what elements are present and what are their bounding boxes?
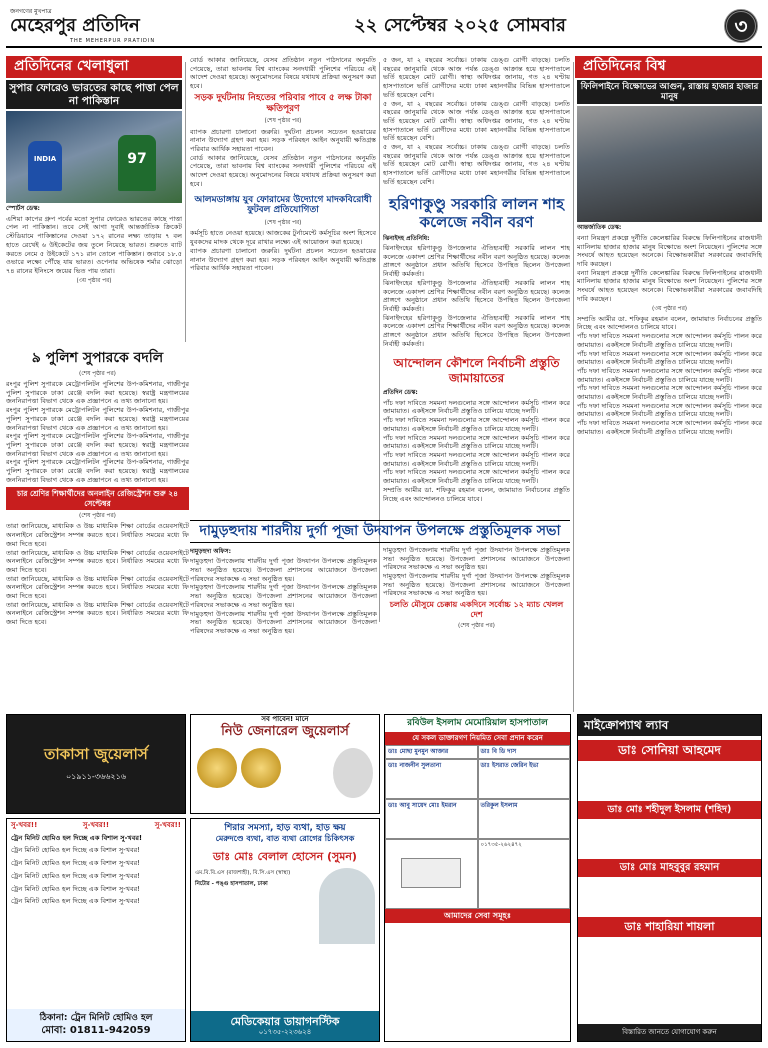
doctor-photo xyxy=(319,868,375,944)
hospital-doctor-3: ডাঃ নাজনীন সুলতানা xyxy=(385,759,478,799)
hospital-doctor-2: ডাঃ বি ডি দাস xyxy=(478,745,571,759)
college-headline[interactable]: হরিণাকুণ্ডু সরকারি লালন শাহ কলেজে নবীন বরণ xyxy=(388,194,565,231)
owner-photo xyxy=(333,748,373,798)
doctor-hospital: নিটোর - পঙ্গু হাসপাতাল, ঢাকা xyxy=(195,880,268,887)
jamaat-body-b: পাঁচ দফা দাবিতে সমমনা দলগুলোর সঙ্গে আন্দোলন কর্মসূচি পালন করে জামায়াত। একইসঙ্গে নির্বাচনী প্রস্তুতিও চালিয়ে যাচ্ছে দলটি। xyxy=(383,416,570,433)
hospital-doctor-5: ডাঃ আবু সায়েদ মোঃ ইমরান xyxy=(385,799,478,839)
homeo-body-f: ট্রেন মিনিট হোমিও হল দিচ্ছে এক বিশাল সু-খবর! xyxy=(11,897,140,906)
hospital-title: রবিউল ইসলাম মেমোরিয়াল হাসপাতাল xyxy=(407,718,548,728)
doctor-sub: মেরুদণ্ডে ব্যথা, বাত ব্যথা রোগের চিকিৎসক xyxy=(215,834,355,844)
world-body: বন্যা নিয়ন্ত্রণ প্রকল্পে দুর্নীতি কেলেঙ্কারির বিরুদ্ধে ফিলিপাইনের রাজধানী ম্যানিলায় হাজার হাজার মানুষ বিক্ষোভে অংশ নিয়েছেন। পুলিশের সঙ্গে সংঘর্ষে আহত হয়েছেন অনেকে। বিক্ষোভকারীরা সরকারের জবাবদিহি দাবি করছেন। xyxy=(577,233,762,268)
lab-doctor-2: ডাঃ মোঃ শহীদুল ইসলাম (শহিদ) xyxy=(578,801,761,819)
lab-doctor-1: ডাঃ সোনিয়া আহমেদ xyxy=(578,740,761,761)
doctor-name: ডাঃ মোঃ বেলাল হোসেন (সুমন) xyxy=(213,850,357,864)
takasa-jewellers-ad[interactable] xyxy=(6,714,186,814)
match-headline[interactable]: চলতি মৌসুমে চেক্কায় একদিনে সর্বোচ্চ ১২ ম্যাচ খেলল দেশ xyxy=(389,600,564,619)
jamaat-body-c: পাঁচ দফা দাবিতে সমমনা দলগুলোর সঙ্গে আন্দোলন কর্মসূচি পালন করে জামায়াত। একইসঙ্গে নির্বাচনী প্রস্তুতিও চালিয়ে যাচ্ছে দলটি। xyxy=(383,433,570,451)
column-divider xyxy=(185,62,186,342)
police-body: রংপুর পুলিশ সুপারকে মেট্রোপলিটন পুলিশের উপ-কমিশনার, গাজীপুর পুলিশ সুপারকে ঢাকা রেঞ্জে বদলি করা হয়েছে। স্বরাষ্ট্র মন্ত্রণালয়ের জননিরাপত্তা বিভাগ থেকে এক প্রজ্ঞাপনে এ তথ্য জানানো হয়। xyxy=(6,380,189,406)
masthead-logo xyxy=(6,8,196,44)
homeo-top-3: সু-খবর!! xyxy=(154,821,181,829)
doctor-belal-ad[interactable] xyxy=(190,818,380,1042)
sports-section-band: প্রতিদিনের খেলাধুলা xyxy=(6,56,182,78)
education-body-c: তারা জানিয়েছে, মাধ্যমিক ও উচ্চ মাধ্যমিক শিক্ষা বোর্ডের ওয়েবসাইটে অনলাইনে রেজিস্ট্রেশন সম্পন্ন করতে হবে। নির্ধারিত সময়ের মধ্যে ফি জমা দিতে হবে। xyxy=(6,574,189,601)
hospital-sub: যে সকল ডাক্তারগণ নিয়মিত সেবা প্রদান করেন xyxy=(385,732,570,745)
doctor-quals: এম.বি.বি.এস (রাজশাহী), বি.সি.এস (স্বাস্থ্য) xyxy=(195,870,291,876)
world-body-f: পাঁচ দফা দাবিতে সমমনা দলগুলোর সঙ্গে আন্দোলন কর্মসূচি পালন করে জামায়াত। একইসঙ্গে নির্বাচনী প্রস্তুতিও চালিয়ে যাচ্ছে দলটি। xyxy=(577,366,762,384)
hospital-doctor-4: ডাঃ ইসরাত জেরিন ইভা xyxy=(478,759,571,799)
col3-body-c: ৫ জন, যা ২ বছরের সর্বোচ্চ। ঢাকায় ডেঙ্গু রোগী বাড়ছে। চলতি বছরের জানুয়ারি থেকে আজ পর্যন্ত ডেঙ্গু আক্রান্ত হয়ে হাসপাতালে ভর্তি হয়েছেন মোট রোগী। স্বাস্থ্য অধিদপ্তর জানায়, গত ২৪ ঘণ্টায় হাসপাতালে ভর্তি রোগীদের মধ্যে ঢাকা মহানগরীর বিভিন্ন হাসপাতালে ভর্তি হয়েছেন বেশি। xyxy=(383,143,570,186)
lab-doctor-3: ডাঃ মোঃ মাহবুবুর রহমান xyxy=(578,859,761,878)
doctor-phone: ০১৭৩৫-২২৩৬২৪ xyxy=(258,1028,312,1037)
col2-body3: কর্মসূচি হাতে নেওয়া হয়েছে। আজকের টুর্নামেন্টে কর্মসূচির অংশ হিসেবে যুবকদের মাদক থেকে দূরে রাখার লক্ষ্যে এই আয়োজন করা হয়েছে। xyxy=(190,229,376,247)
cricket-photo xyxy=(6,111,182,203)
new-general-jewellers-ad[interactable] xyxy=(190,714,380,814)
doctor-footer: মেডিকেয়ার ডায়াগনস্টিক xyxy=(230,1014,340,1028)
college-body-c: ঝিনাইদহের হরিণাকুণ্ডু উপজেলার ঐতিহ্যবাহী সরকারি লালন শাহ কলেজে একাদশ শ্রেণির শিক্ষার্থীদের নবীন বরণ অনুষ্ঠিত হয়েছে। কলেজ প্রাঙ্গণে অনুষ্ঠানে প্রধান অতিথি হিসেবে উপস্থিত ছিলেন উপজেলা নির্বাহী কর্মকর্তা। xyxy=(383,313,570,348)
puja-body-d: দামুড়হুদা উপজেলায় শারদীয় দুর্গা পূজা উদযাপন উপলক্ষে প্রস্তুতিমূলক সভা অনুষ্ঠিত হয়েছে। উপজেলা প্রশাসনের আয়োজনে উপজেলা পরিষদের সভাকক্ষে এ সভা অনুষ্ঠিত হয়। xyxy=(383,545,570,572)
lab-doctor-1-quals xyxy=(578,761,761,801)
robiul-islam-hospital-ad[interactable] xyxy=(384,714,571,1042)
education-headline[interactable]: চার শ্রেণির শিক্ষার্থীদের অনলাইন রেজিস্ট্রেশন শুরু ২৪ সেপ্টেম্বর xyxy=(6,487,189,510)
police-body-b: রংপুর পুলিশ সুপারকে মেট্রোপলিটন পুলিশের উপ-কমিশনার, গাজীপুর পুলিশ সুপারকে ঢাকা রেঞ্জে বদলি করা হয়েছে। স্বরাষ্ট্র মন্ত্রণালয়ের জননিরাপত্তা বিভাগ থেকে এক প্রজ্ঞাপনে এ তথ্য জানানো হয়। xyxy=(6,406,189,432)
sports-body: এশিয়া কাপের গ্রুপ পর্বের মতো সুপার ফোরেও ভারতের কাছে পাত্তা পেল না পাকিস্তান। তবে সেই আগা দুবাই আন্তর্জাতিক ক্রিকেট স্টেডিয়ামে পাকিস্তানের দেওয়া ১৭২ রানের লক্ষ্য তাড়ায় ৭ বল হাতে রেখেই ৬ উইকেটের জয় তুলে নিয়েছে ভারত। শুরুতে ব্যাট করতে নেমে ৫ উইকেটে ১৭১ রান তোলে পাকিস্তান। জবাবে ১৮.৫ ওভারে লক্ষ্যে পৌঁছে যায় ভারত। ওপেনার অভিষেক শর্মার ঝোড়ো ৭৪ রানের ইনিংসে জয়ের ভিত পায় তারা। xyxy=(6,214,182,275)
issue-date: ২২ সেপ্টেম্বর ২০২৫ সোমবার xyxy=(354,14,566,36)
lab-doctor-4: ডাঃ শাহারিয়া শায়লা xyxy=(578,917,761,937)
world-headline[interactable]: ফিলিপাইনে বিক্ষোভের আগুন, রাস্তায় হাজার হাজার মানুষ xyxy=(577,80,762,104)
puja-headline[interactable]: দামুড়হুদায় শারদীয় দুর্গা পূজা উদযাপন উপলক্ষে প্রস্তুতিমূলক সভা xyxy=(190,520,570,543)
world-body-c: সম্প্রতি আমীর ডা. শফিকুর রহমান বলেন, জামায়াত নির্বাচনের প্রস্তুতি নিচ্ছে এবং আন্দোলনও চালিয়ে যাবে। xyxy=(577,314,762,332)
jewel1-phone: ০১৯১১-৩৬৬২১৬ xyxy=(65,771,127,781)
puja-article xyxy=(190,520,570,710)
jamaat-body-e: পাঁচ দফা দাবিতে সমমনা দলগুলোর সঙ্গে আন্দোলন কর্মসূচি পালন করে জামায়াত। একইসঙ্গে নির্বাচনী প্রস্তুতিও চালিয়ে যাচ্ছে দলটি। xyxy=(383,468,570,486)
homeo-phone: মোবা: 01811-942059 xyxy=(41,1024,151,1036)
world-body-b: বন্যা নিয়ন্ত্রণ প্রকল্পে দুর্নীতি কেলেঙ্কারির বিরুদ্ধে ফিলিপাইনের রাজধানী ম্যানিলায় হাজার হাজার মানুষ বিক্ষোভে অংশ নিয়েছেন। পুলিশের সঙ্গে সংঘর্ষে আহত হয়েছেন অনেকে। বিক্ষোভকারীরা সরকারের জবাবদিহি দাবি করছেন। xyxy=(577,268,762,303)
road-accident-headline[interactable]: সড়ক দুর্ঘটনায় নিহতের পরিবার পাবে ৫ লক্ষ টাকা ক্ষতিপূরণ xyxy=(194,92,372,114)
col2-body2: ব্যাপক প্রচারণা চালানো জরুরি। দুর্ঘটনা প্রচলন সচেতন হওয়ায়ের নানান উদ্যোগ গ্রহণ করা হয়। সড়ক পরিবহন আইন অনুযায়ী ক্ষতিগ্রস্ত পরিবার আর্থিক সহায়তা পাবেন। xyxy=(190,127,376,154)
col2-body2b: বোর্ড আকার জানিয়েছে, যেসব প্রতিষ্ঠান নতুন পাঠদানের অনুমতি পেয়েছে, তারা ভাবনায় বিশ্ব ব্যাংকের সনদধারী পুলিশের পরিচয়ে এই আদেশ দেওয়া হয়েছে। অনুমোদনের বিষয়ে যথাযথ প্রক্রিয়া অনুসরণ করা হবে। xyxy=(190,153,376,188)
world-body-i: পাঁচ দফা দাবিতে সমমনা দলগুলোর সঙ্গে আন্দোলন কর্মসূচি পালন করে জামায়াত। একইসঙ্গে নির্বাচনী প্রস্তুতিও চালিয়ে যাচ্ছে দলটি। xyxy=(577,419,762,436)
jewel2-title: নিউ জেনারেল জুয়েলার্স xyxy=(221,723,349,739)
jamaat-body-d: পাঁচ দফা দাবিতে সমমনা দলগুলোর সঙ্গে আন্দোলন কর্মসূচি পালন করে জামায়াত। একইসঙ্গে নির্বাচনী প্রস্তুতিও চালিয়ে যাচ্ছে দলটি। xyxy=(383,450,570,468)
police-continued: (শেষ পৃষ্ঠার পর) xyxy=(79,370,116,377)
jersey-number: 97 xyxy=(127,151,147,168)
newspaper-name: মেহেরপুর প্রতিদিন xyxy=(10,15,140,37)
column-divider xyxy=(573,62,574,712)
education-body-d: তারা জানিয়েছে, মাধ্যমিক ও উচ্চ মাধ্যমিক শিক্ষা বোর্ডের ওয়েবসাইটে অনলাইনে রেজিস্ট্রেশন সম্পন্ন করতে হবে। নির্ধারিত সময়ের মধ্যে ফি জমা দিতে হবে। xyxy=(6,600,189,627)
gold-bangle-icon xyxy=(241,748,281,788)
college-byline: ঝিনাইদহ প্রতিনিধি: xyxy=(383,234,430,242)
col3-body-b: ৫ জন, যা ২ বছরের সর্বোচ্চ। ঢাকায় ডেঙ্গু রোগী বাড়ছে। চলতি বছরের জানুয়ারি থেকে আজ পর্যন্ত ডেঙ্গু আক্রান্ত হয়ে হাসপাতালে ভর্তি হয়েছেন মোট রোগী। স্বাস্থ্য অধিদপ্তর জানায়, গত ২৪ ঘণ্টায় হাসপাতালে ভর্তি রোগীদের মধ্যে ঢাকা মহানগরীর বিভিন্ন হাসপাতালে ভর্তি হয়েছেন বেশি। xyxy=(383,99,570,143)
college-body-b: ঝিনাইদহের হরিণাকুণ্ডু উপজেলার ঐতিহ্যবাহী সরকারি লালন শাহ কলেজে একাদশ শ্রেণির শিক্ষার্থীদের নবীন বরণ অনুষ্ঠিত হয়েছে। কলেজ প্রাঙ্গণে অনুষ্ঠানে প্রধান অতিথি হিসেবে উপস্থিত ছিলেন উপজেলা নির্বাহী কর্মকর্তা। xyxy=(383,278,570,313)
education-body: তারা জানিয়েছে, মাধ্যমিক ও উচ্চ মাধ্যমিক শিক্ষা বোর্ডের ওয়েবসাইটে অনলাইনে রেজিস্ট্রেশন সম্পন্ন করতে হবে। নির্ধারিত সময়ের মধ্যে ফি জমা দিতে হবে। xyxy=(6,522,189,548)
col2-body1: বোর্ড আকার জানিয়েছে, যেসব প্রতিষ্ঠান নতুন পাঠদানের অনুমতি পেয়েছে, তারা ভাবনায় বিশ্ব ব্যাংকের সনদধারী পুলিশের পরিচয়ে এই আদেশ দেওয়া হয়েছে। অনুমোদনের বিষয়ে যথাযথ প্রক্রিয়া অনুসরণ করা হবে। xyxy=(190,56,376,91)
sports-continued: (৩য় পৃষ্ঠার পর) xyxy=(76,277,112,284)
hospital-doctor-1: ডাঃ মোছা মুনমুন আক্তার xyxy=(385,745,478,759)
homeo-address: ঠিকানা: ট্রেন মিনিট হোমিও হল xyxy=(39,1013,153,1024)
world-body-d: পাঁচ দফা দাবিতে সমমনা দলগুলোর সঙ্গে আন্দোলন কর্মসূচি পালন করে জামায়াত। একইসঙ্গে নির্বাচনী প্রস্তুতিও চালিয়ে যাচ্ছে দলটি। xyxy=(577,332,762,349)
lab-title: মাইক্রোপ্যাথ ল্যাব xyxy=(578,715,761,736)
world-continued: (৩য় পৃষ্ঠার পর) xyxy=(651,305,688,312)
lab-footer: বিস্তারিত জানতে যোগাযোগ করুন xyxy=(578,1024,761,1041)
homeo-hall-ad[interactable] xyxy=(6,818,186,1042)
world-article xyxy=(577,80,762,710)
world-byline: আন্তর্জাতিক ডেস্ক: xyxy=(577,224,622,232)
homeo-body-d: ট্রেন মিনিট হোমিও হল দিচ্ছে এক বিশাল সু-খবর! xyxy=(11,871,140,880)
hospital-info-cell: ০১৭৩৫-২৬২৪৭২ xyxy=(478,839,571,909)
jersey-india-text: INDIA xyxy=(33,155,57,164)
puja-body-e: দামুড়হুদা উপজেলায় শারদীয় দুর্গা পূজা উদযাপন উপলক্ষে প্রস্তুতিমূলক সভা অনুষ্ঠিত হয়েছে। উপজেলা প্রশাসনের আয়োজনে উপজেলা পরিষদের সভাকক্ষে এ সভা অনুষ্ঠিত হয়। xyxy=(383,571,570,598)
puja-body-c: দামুড়হুদা উপজেলায় শারদীয় দুর্গা পূজা উদযাপন উপলক্ষে প্রস্তুতিমূলক সভা অনুষ্ঠিত হয়েছে। উপজেলা প্রশাসনের আয়োজনে উপজেলা পরিষদের সভাকক্ষে এ সভা অনুষ্ঠিত হয়। xyxy=(190,609,377,635)
police-article xyxy=(6,348,189,708)
world-body-e: পাঁচ দফা দাবিতে সমমনা দলগুলোর সঙ্গে আন্দোলন কর্মসূচি পালন করে জামায়াত। একইসঙ্গে নির্বাচনী প্রস্তুতিও চালিয়ে যাচ্ছে দলটি। xyxy=(577,349,762,367)
world-body-g: পাঁচ দফা দাবিতে সমমনা দলগুলোর সঙ্গে আন্দোলন কর্মসূচি পালন করে জামায়াত। একইসঙ্গে নির্বাচনী প্রস্তুতিও চালিয়ে যাচ্ছে দলটি। xyxy=(577,384,762,402)
homeo-body-c: ট্রেন মিনিট হোমিও হল দিচ্ছে এক বিশাল সু-খবর! xyxy=(11,859,140,868)
homeo-top-1: সু-খবর!! xyxy=(11,821,38,829)
jewel1-title: তাকাসা জুয়েলার্স xyxy=(44,745,148,763)
education-body-b: তারা জানিয়েছে, মাধ্যমিক ও উচ্চ মাধ্যমিক শিক্ষা বোর্ডের ওয়েবসাইটে অনলাইনে রেজিস্ট্রেশন সম্পন্ন করতে হবে। নির্ধারিত সময়ের মধ্যে ফি জমা দিতে হবে। xyxy=(6,548,189,574)
football-continued: (শেষ পৃষ্ঠার পর) xyxy=(264,220,302,227)
hospital-doctor-6: তরিকুল ইসলাম xyxy=(478,799,571,839)
puja-body: দামুড়হুদা উপজেলায় শারদীয় দুর্গা পূজা উদযাপন উপলক্ষে প্রস্তুতিমূলক সভা অনুষ্ঠিত হয়েছে। উপজেলা প্রশাসনের আয়োজনে উপজেলা পরিষদের সভাকক্ষে এ সভা অনুষ্ঠিত হয়। xyxy=(190,557,377,583)
masthead xyxy=(6,6,762,48)
newspaper-english-name: THE MEHERPUR PRATIDIN xyxy=(70,37,156,44)
protest-photo xyxy=(577,106,762,222)
match-continued: (শেষ পৃষ্ঠার পর) xyxy=(458,623,495,630)
police-body-c: রংপুর পুলিশ সুপারকে মেট্রোপলিটন পুলিশের উপ-কমিশনার, গাজীপুর পুলিশ সুপারকে ঢাকা রেঞ্জে বদলি করা হয়েছে। স্বরাষ্ট্র মন্ত্রণালয়ের জননিরাপত্তা বিভাগ থেকে এক প্রজ্ঞাপনে এ তথ্য জানানো হয়। xyxy=(6,432,189,458)
micropath-lab-ad[interactable] xyxy=(577,714,762,1042)
doctor-top: শিরার সমস্যা, হাড় ব্যথা, হাড় ক্ষয় xyxy=(224,823,346,833)
player-jersey-india xyxy=(28,141,62,191)
jamaat-body: পাঁচ দফা দাবিতে সমমনা দলগুলোর সঙ্গে আন্দোলন কর্মসূচি পালন করে জামায়াত। একইসঙ্গে নির্বাচনী প্রস্তুতিও চালিয়ে যাচ্ছে দলটি। xyxy=(383,398,570,416)
jamaat-headline[interactable]: আন্দোলন কৌশলে নির্বাচনী প্রস্তুতি জামায়াতের xyxy=(393,356,560,385)
road-accident-continued: (শেষ পৃষ্ঠার পর) xyxy=(264,118,302,125)
puja-body-b: দামুড়হুদা উপজেলায় শারদীয় দুর্গা পূজা উদযাপন উপলক্ষে প্রস্তুতিমূলক সভা অনুষ্ঠিত হয়েছে। উপজেলা প্রশাসনের আয়োজনে উপজেলা পরিষদের সভাকক্ষে এ সভা অনুষ্ঠিত হয়। xyxy=(190,583,377,609)
jewel2-tag: সব পাবেন! মানে xyxy=(261,715,309,723)
ambulance-icon xyxy=(401,858,461,888)
road-accident-article xyxy=(190,56,376,346)
police-headline[interactable]: ৯ পুলিশ সুপারকে বদলি xyxy=(31,350,164,366)
police-body-d: রংপুর পুলিশ সুপারকে মেট্রোপলিটন পুলিশের উপ-কমিশনার, গাজীপুর পুলিশ সুপারকে ঢাকা রেঞ্জে বদলি করা হয়েছে। স্বরাষ্ট্র মন্ত্রণালয়ের জননিরাপত্তা বিভাগ থেকে এক প্রজ্ঞাপনে এ তথ্য জানানো হয়। xyxy=(6,458,189,484)
col3-body: ৫ জন, যা ২ বছরের সর্বোচ্চ। ঢাকায় ডেঙ্গু রোগী বাড়ছে। চলতি বছরের জানুয়ারি থেকে আজ পর্যন্ত ডেঙ্গু আক্রান্ত হয়ে হাসপাতালে ভর্তি হয়েছেন মোট রোগী। স্বাস্থ্য অধিদপ্তর জানায়, গত ২৪ ঘণ্টায় হাসপাতালে ভর্তি রোগীদের মধ্যে ঢাকা মহানগরীর বিভিন্ন হাসপাতালে ভর্তি হয়েছেন বেশি। xyxy=(383,56,570,99)
jamaat-byline: প্রতিদিন ডেস্ক: xyxy=(383,389,418,397)
homeo-body-b: ট্রেন মিনিট হোমিও হল দিচ্ছে এক বিশাল সু-খবর! xyxy=(11,846,140,855)
lab-doctor-2-quals xyxy=(578,819,761,859)
player-jersey-pakistan xyxy=(118,135,156,191)
sports-headline[interactable]: সুপার ফোরেও ভারতের কাছে পাত্তা পেল না পাকিস্তান xyxy=(6,80,182,109)
world-body-h: পাঁচ দফা দাবিতে সমমনা দলগুলোর সঙ্গে আন্দোলন কর্মসূচি পালন করে জামায়াত। একইসঙ্গে নির্বাচনী প্রস্তুতিও চালিয়ে যাচ্ছে দলটি। xyxy=(577,401,762,419)
jamaat-body-f: সম্প্রতি আমীর ডা. শফিকুর রহমান বলেন, জামায়াত নির্বাচনের প্রস্তুতি নিচ্ছে এবং আন্দোলনও চালিয়ে যাবে। xyxy=(383,485,570,503)
football-headline[interactable]: আলমডাঙ্গায় যুব ফোরামের উদ্যোগে মাদকবিরোধী ফুটবল প্রতিযোগিতা xyxy=(194,194,372,216)
puja-byline: দামুড়হুদা অফিস: xyxy=(190,547,231,555)
ambulance-image-cell xyxy=(385,839,478,909)
world-section-band: প্রতিদিনের বিশ্ব xyxy=(575,56,762,78)
homeo-top-2: সু-খবর!! xyxy=(82,821,110,829)
col2-body3b: ব্যাপক প্রচারণা চালানো জরুরি। দুর্ঘটনা প্রচলন সচেতন হওয়ায়ের নানান উদ্যোগ গ্রহণ করা হয়। সড়ক পরিবহন আইন অনুযায়ী ক্ষতিগ্রস্ত পরিবার আর্থিক সহায়তা পাবেন। xyxy=(190,246,376,273)
homeo-body-e: ট্রেন মিনিট হোমিও হল দিচ্ছে এক বিশাল সু-খবর! xyxy=(11,884,140,893)
sports-article xyxy=(6,80,182,342)
sports-byline: স্পোর্টস ডেস্ক: xyxy=(6,205,40,213)
homeo-body: ট্রেন মিনিট হোমিও হল দিচ্ছে এক বিশাল সু-খবর! xyxy=(11,833,143,842)
lab-doctor-3-quals xyxy=(578,877,761,917)
page-number: ৩ xyxy=(724,9,758,43)
masthead-slogan: জনগণের মুখপাত্র xyxy=(10,7,52,15)
hospital-services: আমাদের সেবা সমূহঃ xyxy=(385,909,570,923)
education-continued: (শেষ পৃষ্ঠার পর) xyxy=(79,513,116,520)
gold-ring-icon xyxy=(197,748,237,788)
college-body: ঝিনাইদহের হরিণাকুণ্ডু উপজেলার ঐতিহ্যবাহী সরকারি লালন শাহ কলেজে একাদশ শ্রেণির শিক্ষার্থীদের নবীন বরণ অনুষ্ঠিত হয়েছে। কলেজ প্রাঙ্গণে অনুষ্ঠানে প্রধান অতিথি হিসেবে উপস্থিত ছিলেন উপজেলা নির্বাহী কর্মকর্তা। xyxy=(383,244,570,279)
